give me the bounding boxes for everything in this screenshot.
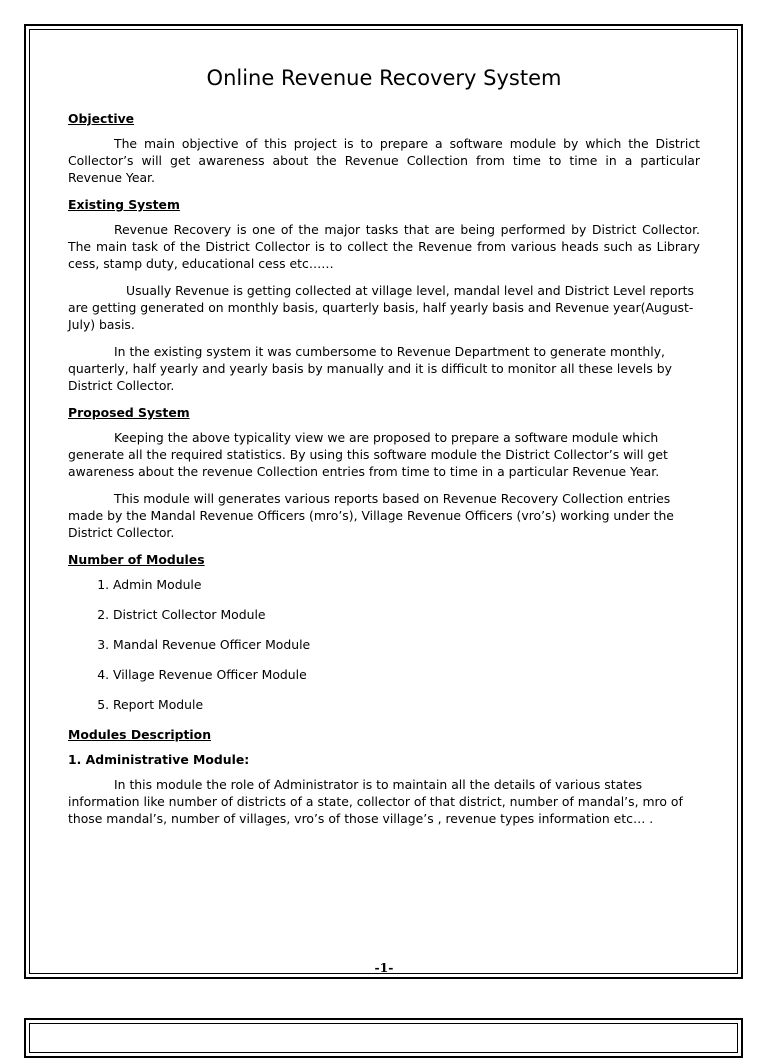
existing-system-heading: Existing System bbox=[68, 197, 180, 212]
list-item: 1. Admin Module bbox=[113, 576, 700, 593]
administrative-module-heading: 1. Administrative Module: bbox=[68, 752, 250, 767]
modules-list bbox=[68, 576, 700, 713]
existing-system-paragraph-1: Revenue Recovery is one of the major tasks that are being performed by District Collector. The main task of the District Collector is to collect the Revenue from various heads such as Library cess, stamp duty, educational cess etc…… bbox=[68, 222, 700, 271]
objective-heading: Objective bbox=[68, 111, 135, 126]
next-page-border bbox=[24, 1018, 743, 1058]
list-item: 2. District Collector Module bbox=[113, 606, 700, 623]
page-number: -1- bbox=[374, 960, 394, 975]
existing-system-paragraph-3: In the existing system it was cumbersome to Revenue Department to generate monthly, quarterly, half yearly and yearly basis by manually and it is difficult to monitor all these levels by District Collector. bbox=[68, 344, 672, 393]
list-item: 4. Village Revenue Officer Module bbox=[113, 666, 700, 683]
objective-paragraph: The main objective of this project is to prepare a software module by which the District Collector’s will get awareness about the Revenue Collection from time to time in a particular Revenue Year. bbox=[68, 136, 700, 185]
proposed-system-paragraph-1: Keeping the above typicality view we are proposed to prepare a software module which generate all the required statistics. By using this software module the District Collector’s will get awareness about the revenue Collection entries from time to time in a particular Revenue Year. bbox=[68, 430, 668, 479]
list-item: 3. Mandal Revenue Officer Module bbox=[113, 636, 700, 653]
next-page-inner-border bbox=[29, 1023, 738, 1053]
administrative-module-paragraph: In this module the role of Administrator is to maintain all the details of various states information like number of districts of a state, collector of that district, number of mandal’s, mro of those mandal’s, number of villages, vro’s of those village’s , revenue types information etc… . bbox=[68, 777, 683, 826]
proposed-system-heading: Proposed System bbox=[68, 405, 190, 420]
modules-description-heading: Modules Description bbox=[68, 727, 212, 742]
list-item: 5. Report Module bbox=[113, 696, 700, 713]
proposed-system-paragraph-2: This module will generates various reports based on Revenue Recovery Collection entries made by the Mandal Revenue Officers (mro’s), Village Revenue Officers (vro’s) working under the District Collector. bbox=[68, 491, 674, 540]
number-of-modules-heading: Number of Modules bbox=[68, 552, 205, 567]
existing-system-paragraph-2: Usually Revenue is getting collected at village level, mandal level and District Level reports are getting generated on monthly basis, quarterly basis, half yearly basis and Revenue year(August-July) basis. bbox=[68, 283, 694, 332]
document-title: Online Revenue Recovery System bbox=[206, 66, 562, 90]
document-content bbox=[68, 64, 700, 837]
